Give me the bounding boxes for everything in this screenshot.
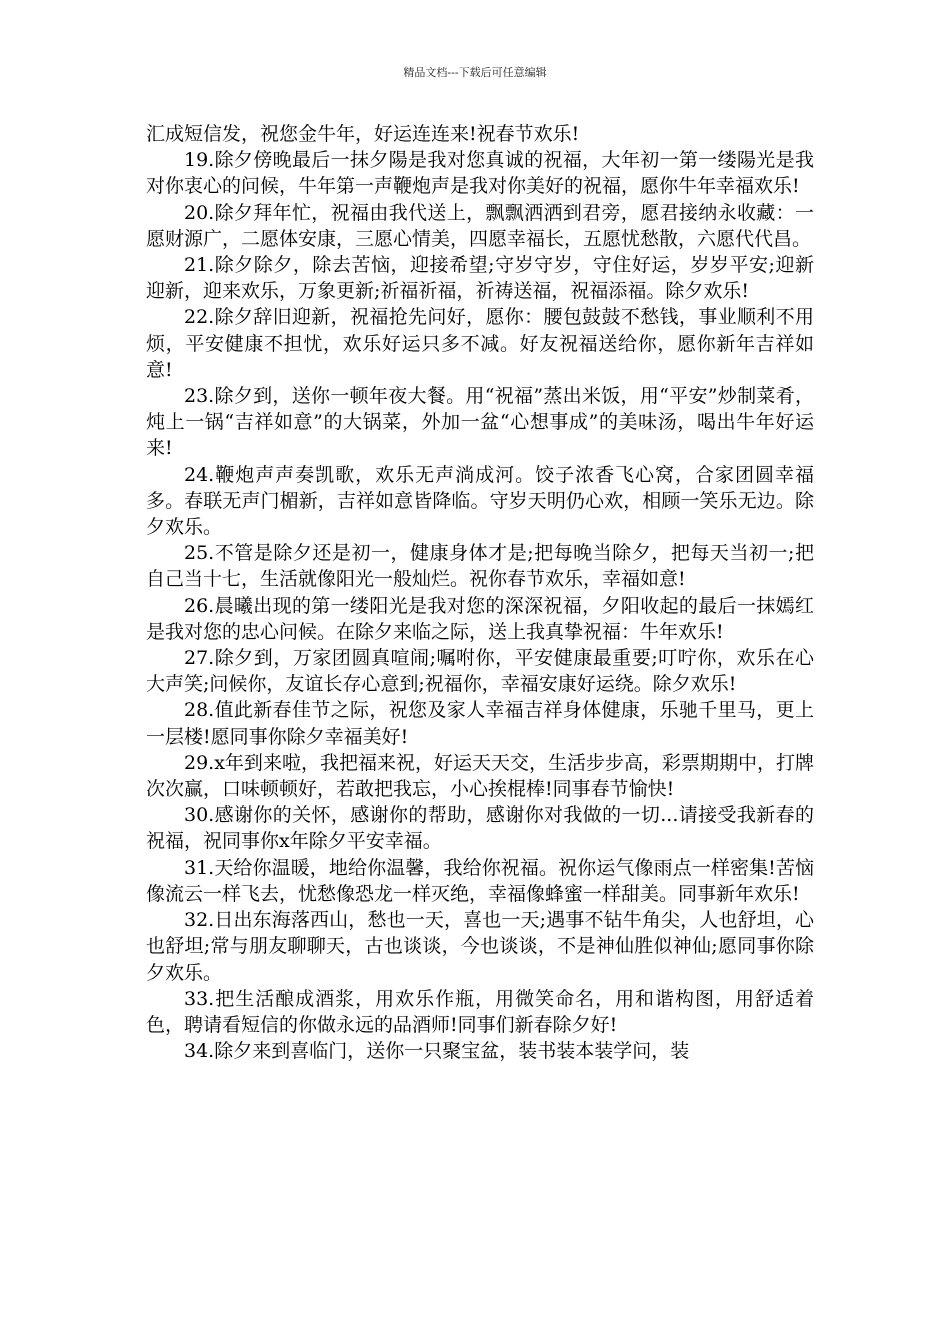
paragraph-20: 20.除夕拜年忙，祝福由我代送上，飘飘洒洒到君旁，愿君接纳永收藏：一愿财源广，二愿体安康，三愿心情美，四愿幸福长，五愿忧愁散，六愿代代昌。 bbox=[146, 201, 814, 250]
paragraph-23: 23.除夕到，送你一顿年夜大餐。用“祝福”蒸出米饭，用“平安”炒制菜肴，炖上一锅“吉祥如意”的大锅菜，外加一盆“心想事成”的美味汤，喝出牛年好运来! bbox=[146, 385, 814, 460]
paragraph-31: 31.天给你温暖，地给你温馨，我给你祝福。祝你运气像雨点一样密集!苦恼像流云一样飞去，忧愁像恐龙一样灭绝，幸福像蜂蜜一样甜美。同事新年欢乐! bbox=[146, 856, 814, 905]
paragraph-34: 34.除夕来到喜临门，送你一只聚宝盆，装书装本装学问，装 bbox=[184, 1040, 690, 1063]
page-header: 精品文档---下载后可任意编辑 bbox=[403, 66, 547, 79]
paragraph-33: 33.把生活酿成酒浆，用欢乐作瓶，用微笑命名，用和谐构图，用舒适着色，聘请看短信的你做永远的品酒师!同事们新春除夕好! bbox=[146, 987, 814, 1036]
paragraph-28: 28.值此新春佳节之际，祝您及家人幸福吉祥身体健康，乐驰千里马，更上一层楼!愿同事你除夕幸福美好! bbox=[146, 699, 814, 748]
paragraph-continuation: 汇成短信发，祝您金牛年，好运连连来!祝春节欢乐! bbox=[146, 123, 580, 145]
paragraph-24: 24.鞭炮声声奏凯歌，欢乐无声淌成河。饺子浓香飞心窝，合家团圆幸福多。春联无声门楣新，吉祥如意皆降临。守岁天明仍心欢，相顾一笑乐无边。除夕欢乐。 bbox=[146, 463, 814, 539]
paragraph-26: 26.晨曦出现的第一缕阳光是我对您的深深祝福，夕阳收起的最后一抹嫣红是我对您的忠心问候。在除夕来临之际，送上我真挚祝福：牛年欢乐! bbox=[146, 594, 814, 643]
paragraph-29: 29.x年到来啦，我把福来祝，好运天天交，生活步步高，彩票期期中，打牌次次赢，口味顿顿好，若敢把我忘，小心挨棍棒!同事春节愉快! bbox=[146, 751, 814, 801]
paragraph-19: 19.除夕傍晚最后一抹夕陽是我对您真诚的祝福，大年初一第一缕陽光是我对你衷心的问候，牛年第一声鞭炮声是我对你美好的祝福，愿你牛年幸福欢乐! bbox=[146, 149, 814, 198]
paragraph-27: 27.除夕到，万家团圆真喧闹;嘱咐你，平安健康最重要;叮咛你，欢乐在心大声笑;问候你，友谊长存心意到;祝福你，幸福安康好运绕。除夕欢乐! bbox=[146, 647, 814, 696]
paragraph-30: 30.感谢你的关怀，感谢你的帮助，感谢你对我做的一切...请接受我新春的祝福，祝同事你x年除夕平安幸福。 bbox=[146, 804, 814, 853]
document-body bbox=[146, 121, 814, 1064]
paragraph-22: 22.除夕辞旧迎新，祝福抢先问好，愿你：腰包鼓鼓不愁钱，事业顺利不用烦，平安健康不担忧，欢乐好运只多不减。好友祝福送给你，愿你新年吉祥如意! bbox=[146, 306, 814, 381]
paragraph-25: 25.不管是除夕还是初一，健康身体才是;把每晚当除夕，把每天当初一;把自己当十七，生活就像阳光一般灿烂。祝你春节欢乐，幸福如意! bbox=[146, 542, 814, 591]
paragraph-32: 32.日出东海落西山，愁也一天，喜也一天;遇事不钻牛角尖，人也舒坦，心也舒坦;常与朋友聊聊天，古也谈谈，今也谈谈，不是神仙胜似神仙;愿同事你除夕欢乐。 bbox=[146, 909, 814, 984]
paragraph-21: 21.除夕除夕，除去苦恼，迎接希望;守岁守岁，守住好运，岁岁平安;迎新迎新，迎来欢乐，万象更新;祈福祈福，祈祷送福，祝福添福。除夕欢乐! bbox=[146, 254, 814, 303]
